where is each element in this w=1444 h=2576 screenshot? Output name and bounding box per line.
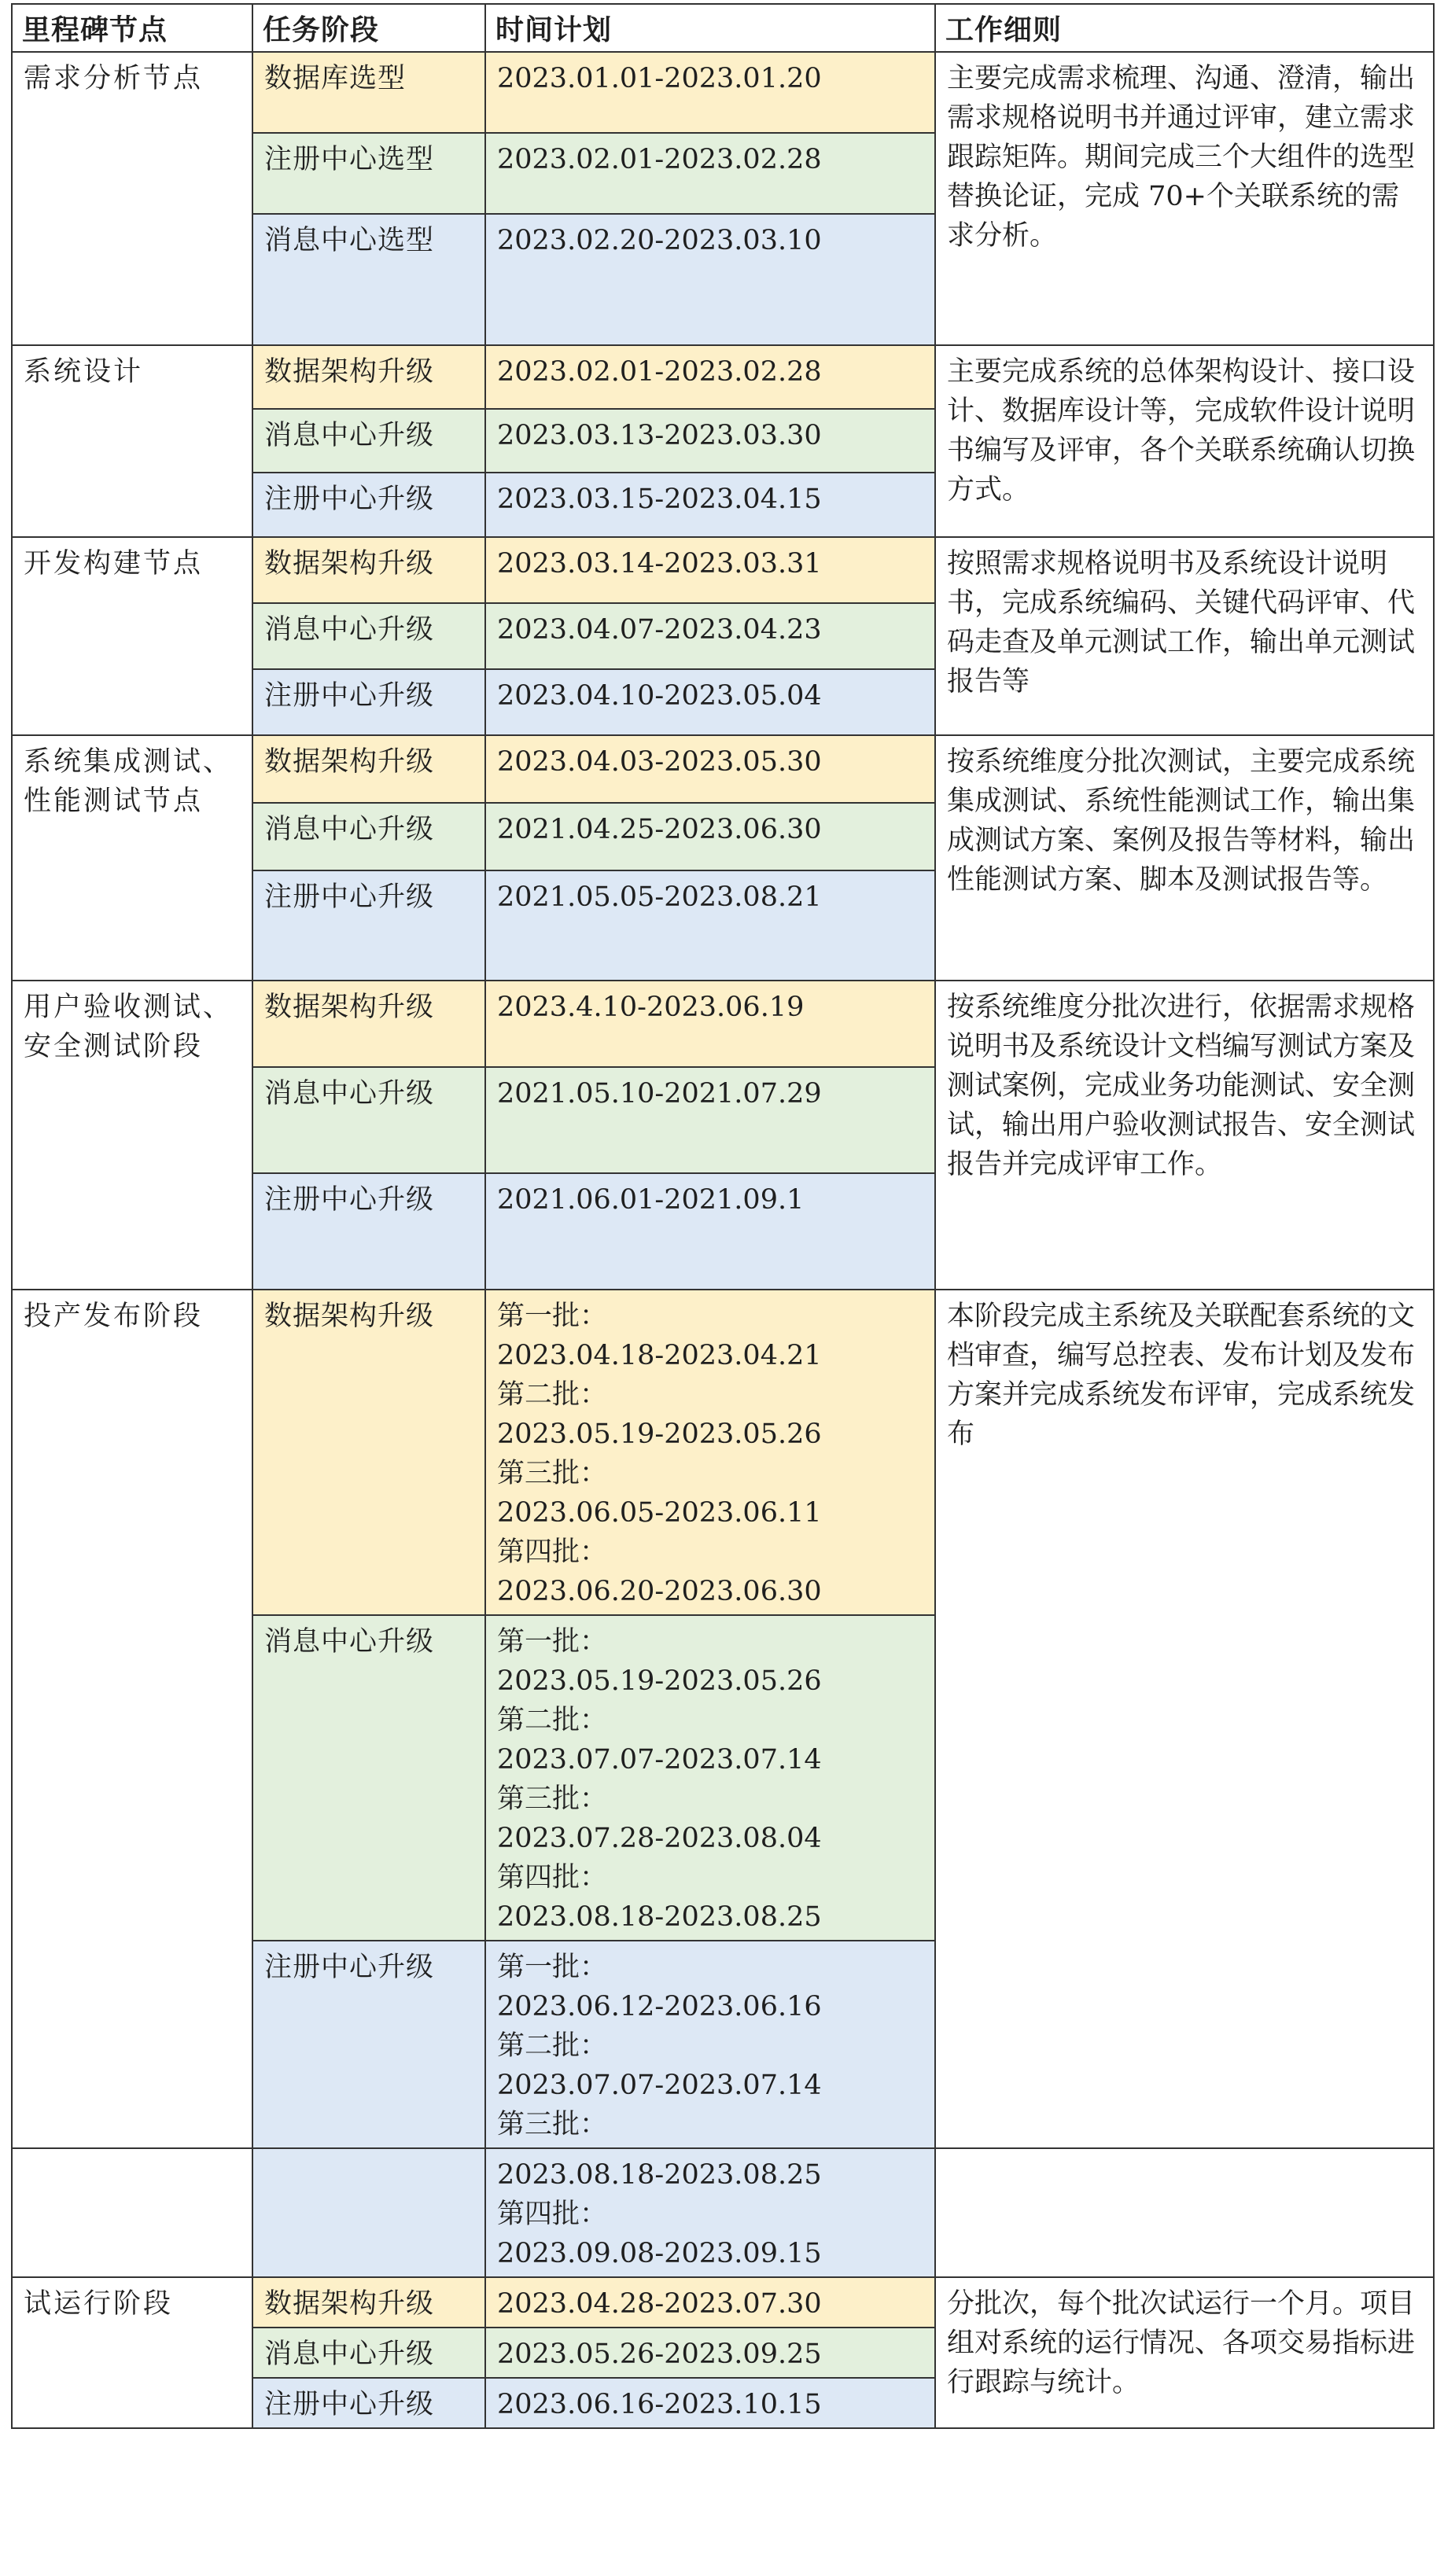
schedule-line: 2023.07.07-2023.07.14 (497, 2070, 822, 2101)
schedule-cell (485, 1941, 935, 2148)
schedule-line: 2023.07.28-2023.08.04 (497, 1823, 822, 1854)
stage-cell (252, 2148, 485, 2277)
milestone-cell: 系统集成测试、性能测试节点 (12, 735, 252, 981)
table-row (12, 1290, 1434, 1615)
stage-cell: 数据架构升级 (252, 345, 485, 409)
stage-cell: 数据架构升级 (252, 2277, 485, 2328)
table-row (12, 2148, 1434, 2277)
schedule-line: 第三批： (497, 1458, 608, 1489)
time-cell: 2023.04.07-2023.04.23 (485, 603, 935, 669)
time-cell: 2023.01.01-2023.01.20 (485, 52, 935, 133)
schedule-line: 2023.04.18-2023.04.21 (497, 1340, 822, 1371)
details-cell: 主要完成系统的总体架构设计、接口设计、数据库设计等，完成软件设计说明书编写及评审，各个关联系统确认切换方式。 (935, 345, 1434, 537)
time-cell: 2023.06.16-2023.10.15 (485, 2378, 935, 2428)
time-cell: 2021.04.25-2023.06.30 (485, 803, 935, 870)
stage-cell: 注册中心升级 (252, 1941, 485, 2148)
stage-cell: 数据库选型 (252, 52, 485, 133)
table-row (12, 2277, 1434, 2328)
stage-cell: 数据架构升级 (252, 735, 485, 803)
header-row (12, 4, 1434, 52)
schedule-line: 2023.08.18-2023.08.25 (497, 2159, 822, 2191)
schedule-line: 第二批： (497, 1379, 608, 1411)
time-cell: 2023.02.01-2023.02.28 (485, 345, 935, 409)
milestone-cell: 系统设计 (12, 345, 252, 537)
stage-cell: 消息中心升级 (252, 2328, 485, 2378)
time-cell: 2023.4.10-2023.06.19 (485, 981, 935, 1067)
stage-cell: 消息中心选型 (252, 214, 485, 345)
stage-cell: 消息中心升级 (252, 603, 485, 669)
stage-cell: 消息中心升级 (252, 1615, 485, 1941)
schedule-line: 第四批： (497, 2199, 608, 2230)
header-task-stage: 任务阶段 (252, 4, 485, 52)
time-cell: 2023.02.20-2023.03.10 (485, 214, 935, 345)
schedule-line: 2023.06.05-2023.06.11 (497, 1497, 822, 1529)
stage-cell: 数据架构升级 (252, 981, 485, 1067)
milestone-cell: 用户验收测试、安全测试阶段 (12, 981, 252, 1290)
details-cell: 主要完成需求梳理、沟通、澄清，输出需求规格说明书并通过评审，建立需求跟踪矩阵。期间完成三个大组件的选型替换论证，完成 70+个关联系统的需求分析。 (935, 52, 1434, 345)
table-row (12, 537, 1434, 603)
schedule-line: 第四批： (497, 1862, 608, 1893)
table-row (12, 981, 1434, 1067)
header-milestone: 里程碑节点 (12, 4, 252, 52)
time-cell: 2023.03.13-2023.03.30 (485, 409, 935, 473)
time-cell: 2021.05.05-2023.08.21 (485, 870, 935, 981)
table-row (12, 735, 1434, 803)
details-cell: 本阶段完成主系统及关联配套系统的文档审查，编写总控表、发布计划及发布方案并完成系统发布评审，完成系统发布 (935, 1290, 1434, 2148)
stage-cell: 消息中心升级 (252, 409, 485, 473)
schedule-line: 2023.09.08-2023.09.15 (497, 2238, 822, 2269)
time-cell: 2023.05.26-2023.09.25 (485, 2328, 935, 2378)
stage-cell: 消息中心升级 (252, 803, 485, 870)
time-cell: 2023.02.01-2023.02.28 (485, 133, 935, 214)
milestone-cell: 需求分析节点 (12, 52, 252, 345)
schedule-line: 2023.08.18-2023.08.25 (497, 1901, 822, 1933)
schedule-line: 第一批： (497, 1301, 608, 1332)
table-row (12, 52, 1434, 133)
time-cell: 2023.03.15-2023.04.15 (485, 473, 935, 537)
time-cell: 2023.04.03-2023.05.30 (485, 735, 935, 803)
stage-cell: 数据架构升级 (252, 537, 485, 603)
schedule-line: 2023.07.07-2023.07.14 (497, 1744, 822, 1776)
details-cell (935, 2148, 1434, 2277)
stage-cell: 数据架构升级 (252, 1290, 485, 1615)
schedule-line: 第二批： (497, 1705, 608, 1736)
details-cell: 按系统维度分批次进行，依据需求规格说明书及系统设计文档编写测试方案及测试案例，完成业务功能测试、安全测试，输出用户验收测试报告、安全测试报告并完成评审工作。 (935, 981, 1434, 1290)
schedule-line: 第一批： (497, 1952, 608, 1983)
milestone-cell: 开发构建节点 (12, 537, 252, 735)
time-cell: 2021.06.01-2021.09.1 (485, 1173, 935, 1290)
schedule-line: 2023.05.19-2023.05.26 (497, 1419, 822, 1450)
time-cell: 2023.04.10-2023.05.04 (485, 669, 935, 735)
details-cell: 按系统维度分批次测试，主要完成系统集成测试、系统性能测试工作，输出集成测试方案、案例及报告等材料，输出性能测试方案、脚本及测试报告等。 (935, 735, 1434, 981)
table-row (12, 345, 1434, 409)
schedule-line: 2023.06.12-2023.06.16 (497, 1991, 822, 2022)
schedule-cell (485, 1615, 935, 1941)
schedule-line: 第二批： (497, 2030, 608, 2062)
details-cell: 分批次，每个批次试运行一个月。项目组对系统的运行情况、各项交易指标进行跟踪与统计。 (935, 2277, 1434, 2428)
time-cell: 2021.05.10-2021.07.29 (485, 1067, 935, 1173)
milestone-plan-table (11, 3, 1435, 2429)
stage-cell: 注册中心升级 (252, 473, 485, 537)
stage-cell: 注册中心升级 (252, 1173, 485, 1290)
schedule-cell (485, 1290, 935, 1615)
stage-cell: 注册中心升级 (252, 2378, 485, 2428)
stage-cell: 注册中心升级 (252, 870, 485, 981)
schedule-line: 2023.06.20-2023.06.30 (497, 1576, 822, 1607)
header-work-details: 工作细则 (935, 4, 1434, 52)
stage-cell: 注册中心升级 (252, 669, 485, 735)
schedule-line: 第三批： (497, 2109, 608, 2140)
milestone-cell: 投产发布阶段 (12, 1290, 252, 2148)
milestone-cell: 试运行阶段 (12, 2277, 252, 2428)
schedule-line: 2023.05.19-2023.05.26 (497, 1665, 822, 1697)
schedule-line: 第四批： (497, 1536, 608, 1568)
stage-cell: 注册中心选型 (252, 133, 485, 214)
schedule-cell (485, 2148, 935, 2277)
details-cell: 按照需求规格说明书及系统设计说明书，完成系统编码、关键代码评审、代码走查及单元测试工作，输出单元测试报告等 (935, 537, 1434, 735)
milestone-cell (12, 2148, 252, 2277)
time-cell: 2023.04.28-2023.07.30 (485, 2277, 935, 2328)
schedule-line: 第一批： (497, 1626, 608, 1658)
time-cell: 2023.03.14-2023.03.31 (485, 537, 935, 603)
schedule-line: 第三批： (497, 1783, 608, 1815)
stage-cell: 消息中心升级 (252, 1067, 485, 1173)
header-time-plan: 时间计划 (485, 4, 935, 52)
